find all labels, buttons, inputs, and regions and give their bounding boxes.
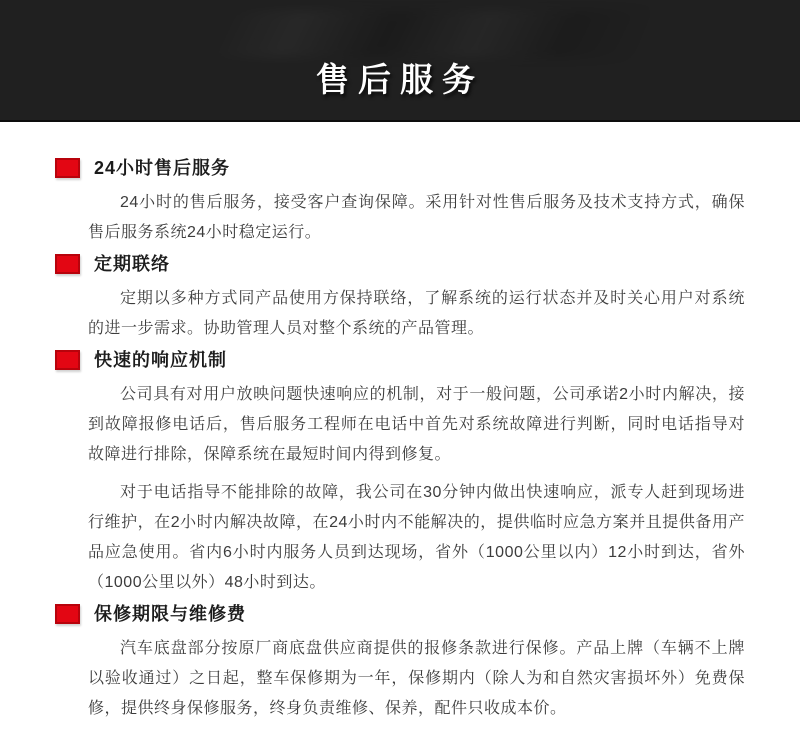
section-paragraph: 汽车底盘部分按原厂商底盘供应商提供的报修条款进行保修。产品上牌（车辆不上牌以验收通过）之日起，整车保修期为一年，保修期内（除人为和自然灾害损坏外）免费保修，提供终身保修服务，终身负责维修、保养，配件只收成本价。: [88, 640, 745, 717]
section-title: 快速的响应机制: [94, 350, 227, 370]
section-title: 定期联络: [94, 254, 170, 274]
section-title: 24小时售后服务: [94, 158, 231, 178]
section-warranty-fees: [55, 602, 745, 724]
section-title: 保修期限与维修费: [94, 604, 246, 624]
watermark-smudge: [212, 10, 648, 58]
section-paragraph: 24小时的售后服务，接受客户查询保障。采用针对性售后服务及技术支持方式，确保售后服务系统24小时稳定运行。: [88, 194, 745, 241]
red-square-bullet-icon: [55, 158, 80, 178]
section-regular-contact: [55, 252, 745, 344]
section-paragraph: 公司具有对用户放映问题快速响应的机制，对于一般问题，公司承诺2小时内解决，接到故障报修电话后，售后服务工程师在电话中首先对系统故障进行判断，同时电话指导对故障进行排除，保障系统在最短时间内得到修复。: [88, 386, 745, 463]
section-paragraph: 定期以多种方式同产品使用方保持联络，了解系统的运行状态并及时关心用户对系统的进一步需求。协助管理人员对整个系统的产品管理。: [88, 290, 745, 337]
section-paragraph: 对于电话指导不能排除的故障，我公司在30分钟内做出快速响应，派专人赶到现场进行维护，在2小时内解决故障，在24小时内不能解决的，提供临时应急方案并且提供备用产品应急使用。省内6小时内服务人员到达现场，省外（1000公里以内）12小时到达，省外（1000公里以外）48小时到达。: [88, 484, 745, 591]
page-title: 售后服务: [316, 61, 484, 98]
section-heading: [55, 602, 745, 626]
red-square-bullet-icon: [55, 604, 80, 624]
content-area: [0, 122, 800, 724]
section-24h-service: [55, 156, 745, 248]
section-heading: [55, 252, 745, 276]
section-rapid-response: [55, 348, 745, 598]
header-banner: [0, 0, 800, 122]
section-heading: [55, 348, 745, 372]
red-square-bullet-icon: [55, 254, 80, 274]
red-square-bullet-icon: [55, 350, 80, 370]
section-heading: [55, 156, 745, 180]
